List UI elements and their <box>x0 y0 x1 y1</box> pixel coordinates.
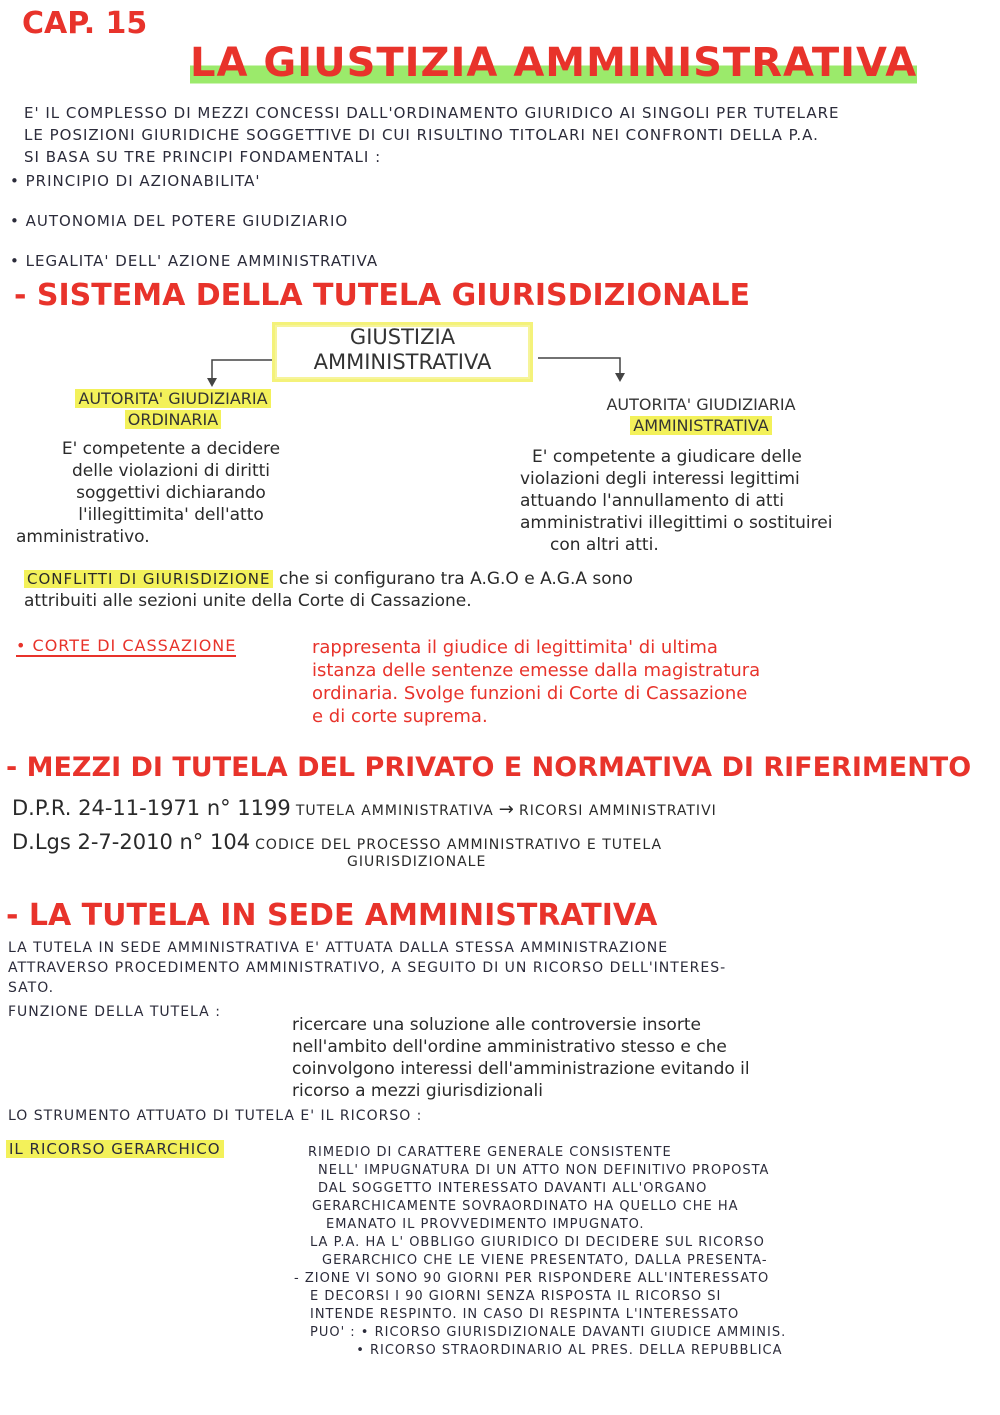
funzione-line: ricorso a mezzi giurisdizionali <box>292 1081 543 1101</box>
page-title: LA GIUSTIZIA AMMINISTRATIVA <box>190 40 918 86</box>
ricorso-line: RIMEDIO DI CARATTERE GENERALE CONSISTENTE <box>308 1145 672 1160</box>
principles-list <box>10 172 378 270</box>
aga-title-line: AMMINISTRATIVA <box>630 416 771 435</box>
aga-line: violazioni degli interessi legittimi <box>520 469 800 489</box>
intro-line: SI BASA SU TRE PRINCIPI FONDAMENTALI : <box>24 148 382 166</box>
normativa-ref: D.P.R. 24-11-1971 n° 1199 <box>12 796 291 820</box>
cassazione-line: ordinaria. Svolge funzioni di Corte di Cassazione <box>312 683 748 704</box>
principle-item: • PRINCIPIO DI AZIONABILITA' <box>10 172 261 190</box>
ricorso-line: - ZIONE VI SONO 90 GIORNI PER RISPONDERE ALL'INTERESSATO <box>294 1271 770 1286</box>
aga-line: amministrativi illegittimi o sostituirei <box>520 513 833 533</box>
aga-line: con altri atti. <box>550 535 659 555</box>
ago-description <box>16 438 326 548</box>
aga-line: attuando l'annullamento di atti <box>520 491 784 511</box>
conflitti-block <box>24 568 964 612</box>
ago-line: amministrativo. <box>16 527 150 547</box>
aga-title-line: AUTORITA' GIUDIZIARIA <box>606 395 796 414</box>
ricorso-line: • RICORSO STRAORDINARIO AL PRES. DELLA REPUBBLICA <box>310 1343 783 1358</box>
normativa-text: TUTELA AMMINISTRATIVA <box>295 803 494 819</box>
normativa-row <box>12 796 972 830</box>
strumento-text: LO STRUMENTO ATTUATO DI TUTELA E' IL RICORSO : <box>8 1108 423 1124</box>
intro-line: LE POSIZIONI GIURIDICHE SOGGETTIVE DI CUI RISULTINO TITOLARI NEI CONFRONTI DELLA P.A. <box>24 126 819 144</box>
box-line: AMMINISTRATIVA <box>313 350 492 374</box>
right-arrow-line <box>538 358 620 376</box>
ago-line: l'illegittimita' dell'atto <box>78 505 264 525</box>
normativa-list <box>12 796 972 870</box>
principle-item: • AUTONOMIA DEL POTERE GIUDIZIARIO <box>10 212 349 230</box>
funzione-line: ricercare una soluzione alle controversie insorte <box>292 1015 701 1035</box>
ricorso-line: DAL SOGGETTO INTERESSATO DAVANTI ALL'ORGANO <box>318 1181 708 1196</box>
tutela-intro <box>8 938 988 998</box>
chapter-label: CAP. 15 <box>22 6 148 41</box>
ricorso-gerarchico-label: IL RICORSO GERARCHICO <box>6 1140 224 1158</box>
normativa-row <box>12 830 972 854</box>
ricorso-line: NELL' IMPUGNATURA DI UN ATTO NON DEFINITIVO PROPOSTA <box>318 1163 770 1178</box>
arrow-right-icon: → <box>498 799 514 820</box>
left-arrow-line <box>212 360 272 382</box>
ricorso-line: LA P.A. HA L' OBBLIGO GIURIDICO DI DECIDERE SUL RICORSO <box>310 1235 765 1250</box>
cassazione-label: • CORTE DI CASSAZIONE <box>16 636 237 655</box>
funzione-line: coinvolgono interessi dell'amministrazione evitando il <box>292 1059 750 1079</box>
intro-text <box>24 102 994 168</box>
tutela-line: LA TUTELA IN SEDE AMMINISTRATIVA E' ATTUATA DALLA STESSA AMMINISTRAZIONE <box>8 940 669 956</box>
ricorso-line: GERARCHICO CHE LE VIENE PRESENTATO, DALLA PRESENTA- <box>322 1253 768 1268</box>
conflitti-label: CONFLITTI DI GIURISDIZIONE <box>24 570 273 588</box>
ago-line: soggettivi dichiarando <box>76 483 266 503</box>
tutela-line: ATTRAVERSO PROCEDIMENTO AMMINISTRATIVO, A SEGUITO DI UN RICORSO DELL'INTERES- <box>8 960 727 976</box>
cassazione-line: e di corte suprema. <box>312 706 488 727</box>
funzione-label: FUNZIONE DELLA TUTELA : <box>8 1004 221 1020</box>
principle-item: • LEGALITA' DELL' AZIONE AMMINISTRATIVA <box>10 252 379 270</box>
ricorso-line: GERARCHICAMENTE SOVRAORDINATO HA QUELLO CHE HA <box>312 1199 739 1214</box>
ago-title-line: ORDINARIA <box>125 410 221 429</box>
ricorso-line: EMANATO IL PROVVEDIMENTO IMPUGNATO. <box>326 1217 645 1232</box>
section-heading-sistema: - SISTEMA DELLA TUTELA GIURISDIZIONALE <box>14 278 751 313</box>
normativa-ref: D.Lgs 2-7-2010 n° 104 <box>12 830 251 854</box>
ago-line: E' competente a decidere <box>61 439 281 459</box>
cassazione-line: rappresenta il giudice di legittimita' di ultima <box>312 637 718 658</box>
tutela-line: SATO. <box>8 980 55 996</box>
left-arrowhead-icon <box>207 378 217 387</box>
ricorso-line: E DECORSI I 90 GIORNI SENZA RISPOSTA IL RICORSO SI <box>310 1289 722 1304</box>
section-heading-tutela: - LA TUTELA IN SEDE AMMINISTRATIVA <box>6 898 658 933</box>
ago-line: delle violazioni di diritti <box>71 461 271 481</box>
funzione-line: nell'ambito dell'ordine amministrativo stesso e che <box>292 1037 727 1057</box>
cassazione-line: istanza delle sentenze emesse dalla magistratura <box>312 660 761 681</box>
normativa-text: CODICE DEL PROCESSO AMMINISTRATIVO E TUTELA <box>255 837 663 853</box>
intro-line: E' IL COMPLESSO DI MEZZI CONCESSI DALL'ORDINAMENTO GIURIDICO AI SINGOLI PER TUTELARE <box>24 104 840 122</box>
funzione-text <box>292 1014 972 1102</box>
normativa-after: RICORSI AMMINISTRATIVI <box>518 803 717 819</box>
aga-description <box>520 446 970 556</box>
aga-line: E' competente a giudicare delle <box>532 447 802 467</box>
ricorso-line: PUO' : • RICORSO GIURISDIZIONALE DAVANTI GIUDICE AMMINIS. <box>310 1325 787 1340</box>
branch-arrows <box>200 340 640 390</box>
conflitti-text: attribuiti alle sezioni unite della Corte di Cassazione. <box>24 591 472 611</box>
section-heading-mezzi: - MEZZI DI TUTELA DEL PRIVATO E NORMATIVA DI RIFERIMENTO <box>6 752 972 783</box>
ricorso-gerarchico-text <box>294 1144 988 1360</box>
cassazione-text <box>312 636 932 728</box>
normativa-text-cont: GIURISDIZIONALE <box>347 854 487 870</box>
right-arrowhead-icon <box>615 373 625 382</box>
box-line: GIUSTIZIA <box>349 325 456 349</box>
conflitti-text: che si configurano tra A.G.O e A.G.A sono <box>278 569 633 589</box>
ricorso-line: INTENDE RESPINTO. IN CASO DI RESPINTA L'INTERESSATO <box>310 1307 740 1322</box>
aga-title <box>566 394 836 436</box>
ago-title-line: AUTORITA' GIUDIZIARIA <box>75 389 270 408</box>
ago-title <box>38 388 308 430</box>
